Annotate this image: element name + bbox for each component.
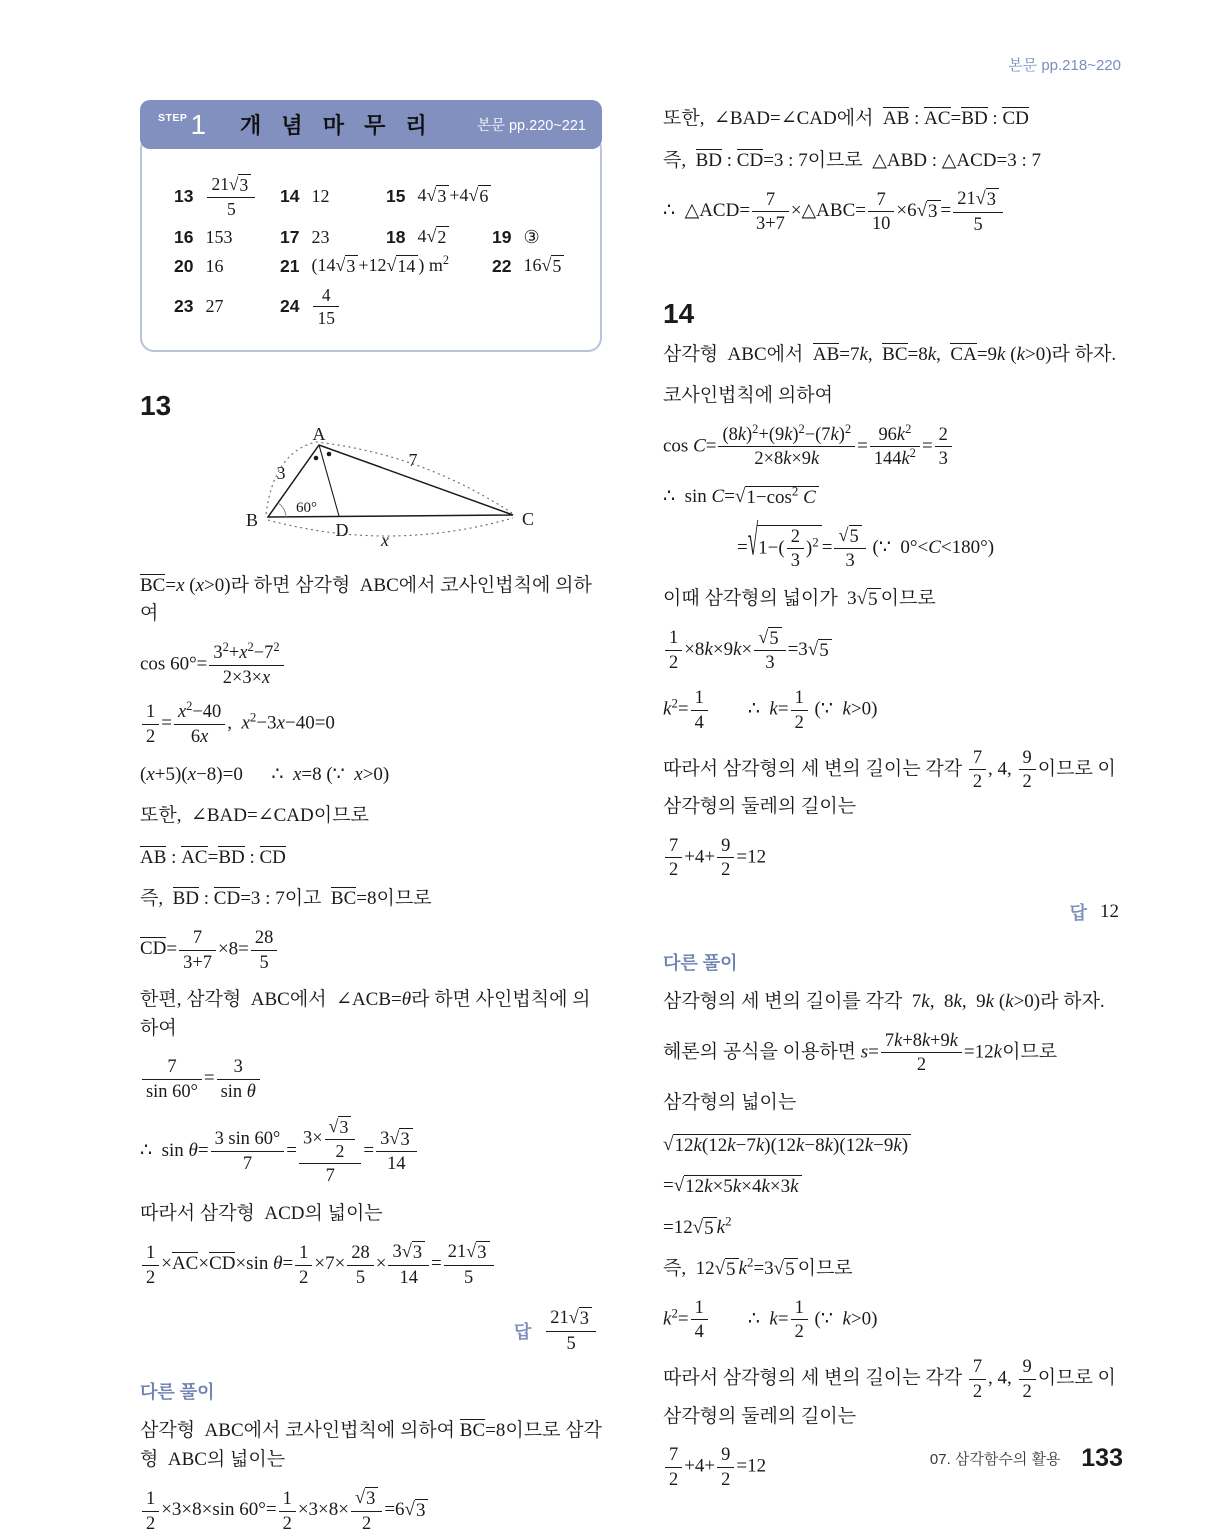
answer-label: 답 bbox=[513, 1321, 532, 1342]
page-number: 133 bbox=[1081, 1444, 1123, 1472]
answer-item bbox=[280, 255, 492, 277]
solution-line: cos C= $\frac{(8k)^2+(9k)^2-(7k)^2}{2\times 8k\times 9k}$ = $\frac{96k^2}{144k^2}$ = $\frac{2}{3}$ bbox=[663, 424, 1123, 471]
solution-line: ∴ sin θ= $\frac{3 \sin 60^\circ}{7}$ = 3× √ 3 2 7 = 3 √ 3 14 bbox=[140, 1116, 602, 1187]
angle-arc-b bbox=[278, 503, 286, 517]
solution-line: 코사인법칙에 의하여 bbox=[663, 385, 833, 406]
solution-line: 또한, ∠BAD=∠CAD에서 AB : AC=BD : CD bbox=[663, 108, 1029, 129]
answer-item-value: 12 bbox=[311, 186, 330, 207]
solution-line: 즉, 12 √ 5 $k^2=3$ √ 5 이므로 bbox=[663, 1254, 853, 1280]
answer-item bbox=[280, 227, 386, 248]
answer-row bbox=[174, 285, 590, 329]
solution-line: 삼각형 ABC에서 AB=7k, BC=8k, CA=9k (k>0)라 하자. bbox=[663, 343, 1117, 365]
page-footer bbox=[663, 1444, 1123, 1473]
angle-b-label: 60° bbox=[296, 499, 317, 516]
answer-item-value: 4 √ 3 +4 √ 6 bbox=[417, 185, 491, 207]
answer-item-number: 18 bbox=[386, 226, 406, 247]
answer-item-number: 13 bbox=[174, 186, 194, 207]
answer-item bbox=[174, 174, 280, 219]
problem-14-heading: 14 bbox=[663, 297, 695, 329]
answer-item-number: 15 bbox=[386, 186, 406, 207]
problem-13-heading: 13 bbox=[140, 389, 172, 421]
solution-line: ∴ △ACD= $\frac{7}{3+7}$ ×△ABC= $\frac{7}{10}$ ×6 √ 3 = 21 √ 3 5 bbox=[663, 188, 1123, 236]
step-number: 1 bbox=[190, 108, 207, 140]
problem-14-solution bbox=[663, 341, 1123, 1491]
answer-item-value: 21 √ 3 5 bbox=[205, 174, 257, 219]
solution-line: 즉, BD : CD=3 : 7이므로 △ABD : △ACD=3 : 7 bbox=[663, 149, 1041, 171]
solution-line: $\frac{7}{2}$ +4+ $\frac{9}{2}$ =12 bbox=[663, 835, 1123, 882]
solution-line: 이때 삼각형의 넓이가 3 √ 5 이므로 bbox=[663, 588, 936, 610]
answer-item-value: 27 bbox=[205, 296, 224, 317]
page-reference-top: 본문 pp.218~220 bbox=[1008, 57, 1121, 74]
solution-line: cos 60°= $\frac{3^2+x^2-7^2}{2\times 3\times x}$ bbox=[140, 642, 602, 689]
solution-line: 따라서 삼각형의 세 변의 길이는 각각 $\frac{7}{2}$ , 4, $\frac{9}{2}$ 이므로 이 삼각형의 둘레의 길이는 bbox=[663, 1356, 1121, 1427]
solution-line: 삼각형의 넓이는 bbox=[663, 1092, 797, 1113]
section-page-reference: 본문 pp.220~221 bbox=[476, 118, 586, 134]
side-bc-label: x bbox=[381, 529, 389, 550]
vertex-c-label: C bbox=[521, 508, 535, 529]
dotted-arc-lower bbox=[268, 518, 513, 536]
step-header-bar bbox=[140, 100, 602, 149]
solution-line: $\frac{1}{2}$ ×3×8×sin 60°= $\frac{1}{2}$ ×3×8× √ 3 2 =6 √ 3 bbox=[140, 1487, 602, 1535]
answer-item-number: 17 bbox=[280, 226, 300, 247]
answer-item-value: 16 √ 5 bbox=[523, 255, 564, 277]
solution-line: =12 √ 5 $k^2$ bbox=[663, 1213, 732, 1239]
answer-item-number: 24 bbox=[280, 296, 300, 317]
answer-item-number: 16 bbox=[174, 226, 194, 247]
solution-line: $k^2=$ $\frac{1}{4}$ ∴ k= $\frac{1}{2}$ (∵ k>0) bbox=[663, 1296, 878, 1342]
answer-item-number: 22 bbox=[492, 256, 512, 277]
solution-line: 즉, BD : CD=3 : 7이고 BC=8이므로 bbox=[140, 888, 432, 910]
answer-item-number: 23 bbox=[174, 296, 194, 317]
problem-13-solution-continued bbox=[663, 105, 1123, 236]
solution-line: $\frac{7}{2}$ +4+ $\frac{9}{2}$ =12 bbox=[663, 1444, 1123, 1491]
side-ac-label: 7 bbox=[408, 449, 418, 470]
answer-item bbox=[174, 256, 280, 277]
solution-line: 삼각형 ABC에서 코사인법칙에 의하여 BC=8이므로 삼각형 ABC의 넓이는 bbox=[140, 1420, 602, 1470]
solution-line: $\frac{7}{\sin 60^\circ}$ = $\frac{3}{\text{sin θ}}$ bbox=[140, 1056, 602, 1103]
answer-item bbox=[386, 226, 492, 248]
solution-line: = √ 1−( $\frac{2}{3}$ )$^2$ = √ 5 3 (∵ 0°<C<180°) bbox=[737, 517, 995, 571]
chapter-title: 07. 삼각함수의 활용 bbox=[929, 1451, 1061, 1468]
answer-item bbox=[492, 227, 598, 248]
answer-label: 답 bbox=[1069, 903, 1087, 923]
triangle-diagram bbox=[140, 426, 600, 559]
solution-line: AB : AC=BD : CD bbox=[140, 846, 286, 868]
alt-solution-heading: 다른 풀이 bbox=[663, 953, 738, 973]
solution-line: $\frac{1}{2}$ ×8k×9k× √ 5 3 =3 √ 5 bbox=[663, 627, 1123, 675]
answer-value: 12 bbox=[1100, 901, 1119, 922]
solution-line: 따라서 삼각형의 세 변의 길이는 각각 $\frac{7}{2}$ , 4, $\frac{9}{2}$ 이므로 이 삼각형의 둘레의 길이는 bbox=[663, 746, 1121, 817]
answer-row bbox=[174, 255, 590, 277]
vertex-d-label: D bbox=[335, 519, 349, 540]
problem-13-solution bbox=[140, 572, 602, 1535]
answer-summary-panel bbox=[140, 135, 602, 352]
answer-value: 21 √ 3 5 bbox=[544, 1307, 598, 1355]
answer-item bbox=[174, 296, 280, 317]
answer-item-number: 20 bbox=[174, 256, 194, 277]
side-ab-label: 3 bbox=[276, 462, 286, 483]
answer-item bbox=[280, 186, 386, 207]
solution-line: = √ 12k×5k×4k×3k bbox=[663, 1172, 1123, 1201]
answer-item-value: ③ bbox=[523, 226, 540, 247]
answer-line bbox=[663, 899, 1119, 925]
answer-item-value: $\frac{4}{15}$ bbox=[311, 285, 340, 329]
solution-line: 한편, 삼각형 ABC에서 ∠ACB=θ라 하면 사인법칙에 의하여 bbox=[140, 989, 591, 1039]
answer-row bbox=[174, 226, 590, 248]
answer-item-number: 21 bbox=[280, 256, 300, 277]
answer-item bbox=[280, 285, 386, 329]
alt-solution-heading: 다른 풀이 bbox=[140, 1382, 215, 1403]
solution-line: 또한, ∠BAD=∠CAD이므로 bbox=[140, 805, 369, 827]
section-title: 개 념 마 무 리 bbox=[240, 113, 434, 138]
answer-item-number: 14 bbox=[280, 186, 300, 207]
answer-item-value: 153 bbox=[205, 226, 233, 247]
solution-line: ∴ sin C= √ $1-\cos^2$ C bbox=[663, 483, 1123, 512]
vertex-a-label: A bbox=[312, 425, 326, 444]
answer-line bbox=[140, 1307, 598, 1355]
answer-item-value: 16 bbox=[205, 256, 224, 277]
answer-item-value: 4 √ 2 bbox=[417, 226, 449, 248]
solution-line: 따라서 삼각형 ACD의 넓이는 bbox=[140, 1202, 383, 1224]
step-label: STEP bbox=[158, 111, 188, 124]
answer-item bbox=[174, 227, 280, 248]
answer-item-number: 19 bbox=[492, 226, 512, 247]
solution-line: $\frac{1}{2}$ = $\frac{x^2-40}{6x}$ , $x^2-3x-40=0$ bbox=[140, 701, 602, 748]
solution-line: 삼각형의 세 변의 길이를 각각 7k, 8k, 9k (k>0)라 하자. bbox=[663, 991, 1105, 1012]
answer-item bbox=[492, 255, 598, 277]
angle-dot-left bbox=[314, 456, 319, 461]
answer-item-value: (14 √ 3 +12 √ 14 ) $m^2$ bbox=[311, 253, 450, 277]
answer-row bbox=[174, 174, 590, 219]
answer-item bbox=[386, 185, 598, 207]
left-column bbox=[140, 100, 602, 1535]
solution-line: 헤론의 공식을 이용하면 s= $\frac{7k+8k+9k}{2}$ =12k이므로 bbox=[663, 1029, 1058, 1075]
solution-line: √ 12k(12k−7k)(12k−8k)(12k−9k) bbox=[663, 1131, 1123, 1160]
solution-line: CD= $\frac{7}{3+7}$ ×8= $\frac{28}{5}$ bbox=[140, 927, 602, 974]
answer-item-value: 23 bbox=[311, 226, 330, 247]
right-column bbox=[663, 92, 1123, 1504]
solution-line: (x+5)(x−8)=0 ∴ x=8 (∵ x>0) bbox=[140, 763, 390, 785]
angle-dot-right bbox=[327, 452, 332, 457]
solution-line: BC=x (x>0)라 하면 삼각형 ABC에서 코사인법칙에 의하여 bbox=[140, 574, 592, 625]
solution-line: $k^2=$ $\frac{1}{4}$ ∴ k= $\frac{1}{2}$ (∵ k>0) bbox=[663, 687, 878, 732]
vertex-b-label: B bbox=[245, 509, 259, 530]
solution-line: $\frac{1}{2}$ ×AC×CD×sin θ= $\frac{1}{2}$ ×7× $\frac{28}{5}$ × 3 √ 3 14 = 21 √ 3 5 bbox=[140, 1241, 602, 1289]
